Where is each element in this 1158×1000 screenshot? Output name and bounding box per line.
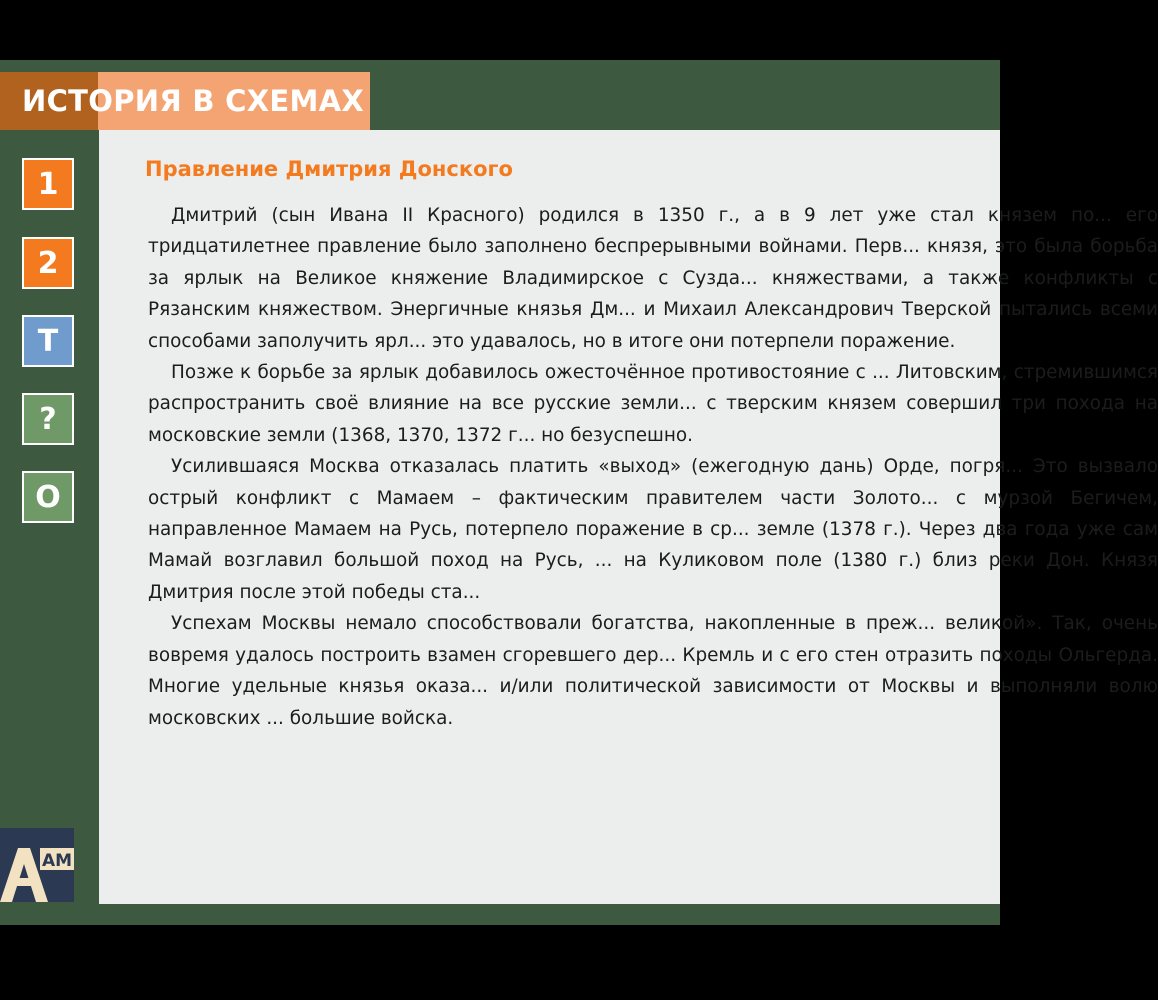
paragraph-1: Дмитрий (сын Ивана II Красного) родился в 1350 г., а в 9 лет уже стал князем по... его тридцатилетнее правление было заполнено беспрерывными войнами. Перв... князя, это была борьба за ярлык на Великое княжение Владимирское с Сузда... княжествами, а также конфликты с Рязанским княжеством. Энергичные князья Дм... и Михаил Александрович Тверской пытались всеми способами заполучить ярл... это удавалось, но в итоге они потерпели поражение.: [148, 205, 1158, 352]
paragraph-4: Успехам Москвы немало способствовали богатства, накопленные в преж... великой». Так, очень вовремя удалось построить взамен сгоревшего дер... Кремль и с его стен отразить походы Ольгерда. Многие удельные князья оказа... и/или политической зависимости от Москвы и выполняли волю московских ... большие войска.: [148, 613, 1158, 729]
nav-button-2[interactable]: 2: [22, 237, 74, 289]
nav-button-test[interactable]: Т: [22, 315, 74, 367]
logo-text: АМ: [41, 851, 73, 871]
paragraph-3: Усилившаяся Москва отказалась платить «выход» (ежегодную дань) Орде, погря... Это вызвало острый конфликт с Мамаем – фактическим правителем части Золото... с мурзой Бегичем, направленное Мамаем на Русь, потерпело поражение в ср... земле (1378 г.). Через два года уже сам Мамай возглавил большой поход на Русь, ... на Куликовом поле (1380 г.) близ реки Дон. Князя Дмитрия после этой победы ста...: [148, 456, 1158, 603]
nav-button-answers[interactable]: О: [22, 471, 74, 523]
text-body: [148, 200, 1158, 734]
nav-button-1[interactable]: 1: [22, 158, 74, 210]
content-panel: [99, 130, 1158, 904]
content-title: Правление Дмитрия Донского: [145, 157, 513, 181]
header-title: ИСТОРИЯ В СХЕМАХ: [22, 84, 365, 118]
paragraph-2: Позже к борьбе за ярлык добавилось ожесточённое противостояние с ... Литовским, стремившимся распространить своё влияние на все русские земли... с тверским князем совершил три похода на московские земли (1368, 1370, 1372 г... но безуспешно.: [148, 362, 1158, 446]
am-logo[interactable]: [0, 828, 74, 902]
am-logo-icon: [0, 828, 74, 902]
nav-button-questions[interactable]: ?: [22, 393, 74, 445]
